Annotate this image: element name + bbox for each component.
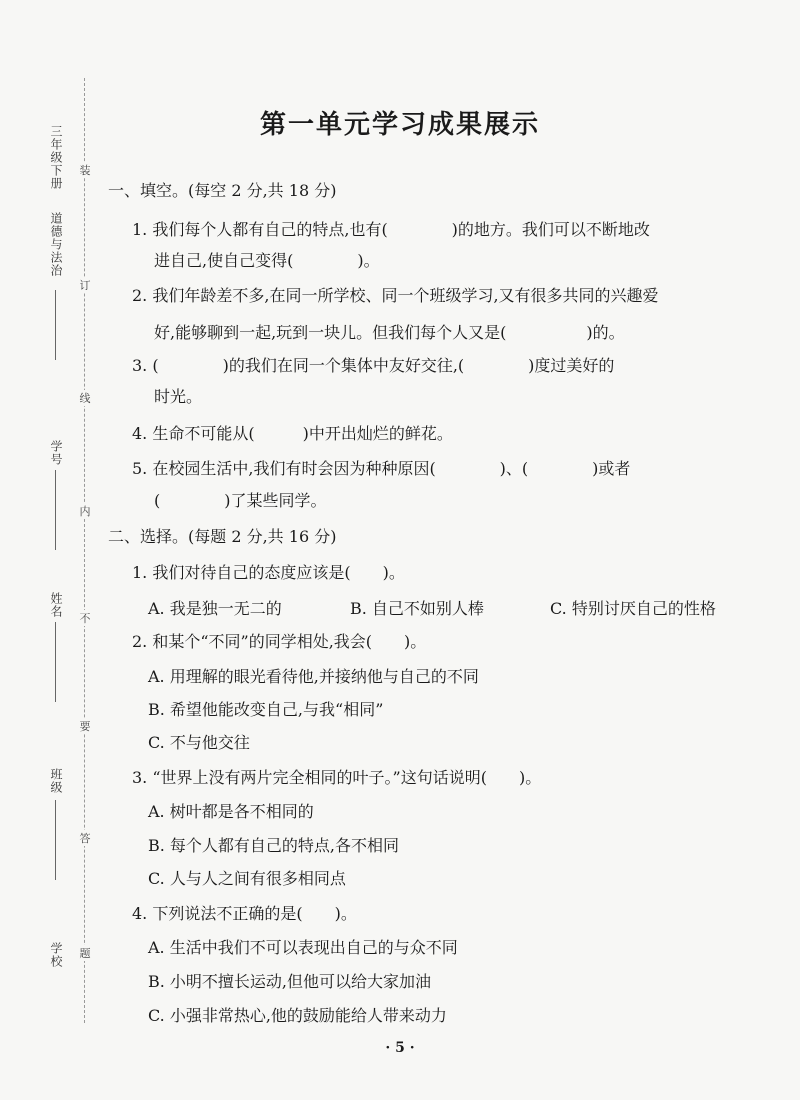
option: A. 生活中我们不可以表现出自己的与众不同 (148, 938, 458, 957)
name-label: 姓名 (49, 592, 63, 618)
option: A. 我是独一无二的 (148, 599, 282, 618)
section-heading: 二、选择。(每题 2 分,共 16 分) (108, 527, 337, 546)
option: B. 小明不擅长运动,但他可以给大家加油 (148, 972, 432, 991)
fill-blank-line: 时光。 (154, 387, 203, 406)
page-title: 第一单元学习成果展示 (259, 110, 540, 140)
question-stem: 2. 和某个“不同”的同学相处,我会( )。 (132, 632, 427, 651)
question-stem: 3. “世界上没有两片完全相同的叶子。”这句话说明( )。 (132, 768, 542, 787)
option: C. 人与人之间有很多相同点 (148, 869, 346, 888)
course-blank-line (55, 290, 56, 360)
binding-char: 订 (77, 277, 93, 293)
binding-char: 线 (77, 390, 93, 406)
question-stem: 1. 我们对待自己的态度应该是( )。 (132, 563, 405, 582)
binding-char: 不 (77, 610, 93, 626)
student-id-label: 学号 (49, 440, 63, 466)
binding-char: 装 (77, 162, 93, 178)
course-label: 道德与法治 (49, 212, 63, 277)
fill-blank-line: 3. ( )的我们在同一个集体中友好交往,( )度过美好的 (132, 356, 615, 375)
fill-blank-line: 5. 在校园生活中,我们有时会因为种种原因( )、( )或者 (132, 459, 631, 478)
option: B. 每个人都有自己的特点,各不相同 (148, 836, 400, 855)
fill-blank-line: 好,能够聊到一起,玩到一块儿。但我们每个人又是( )的。 (154, 323, 625, 342)
option: C. 特别讨厌自己的性格 (550, 599, 716, 618)
fill-blank-line: ( )了某些同学。 (154, 491, 327, 510)
page-number: · 5 · (385, 1040, 415, 1056)
option: B. 自己不如别人棒 (350, 599, 484, 618)
name-blank-line (55, 622, 56, 702)
option: C. 不与他交往 (148, 733, 250, 752)
fill-blank-line: 4. 生命不可能从( )中开出灿烂的鲜花。 (132, 424, 453, 443)
option: A. 树叶都是各不相同的 (148, 802, 314, 821)
binding-char: 内 (77, 503, 93, 519)
option: B. 希望他能改变自己,与我“相同” (148, 700, 384, 719)
student-id-blank-line (55, 470, 56, 550)
binding-char: 题 (77, 945, 93, 961)
grade-subject-label: 三年级下册 (49, 125, 63, 190)
section-heading: 一、填空。(每空 2 分,共 18 分) (108, 181, 337, 200)
class-blank-line (55, 800, 56, 880)
fill-blank-line: 进自己,使自己变得( )。 (154, 251, 380, 270)
binding-dashed-line (84, 78, 85, 1023)
option: A. 用理解的眼光看待他,并接纳他与自己的不同 (148, 667, 479, 686)
binding-char: 要 (77, 718, 93, 734)
school-label: 学校 (49, 942, 63, 968)
fill-blank-line: 1. 我们每个人都有自己的特点,也有( )的地方。我们可以不断地改 (132, 220, 650, 239)
option: C. 小强非常热心,他的鼓励能给人带来动力 (148, 1006, 447, 1025)
binding-margin (0, 0, 110, 1100)
fill-blank-line: 2. 我们年龄差不多,在同一所学校、同一个班级学习,又有很多共同的兴趣爱 (132, 286, 659, 305)
binding-char: 答 (77, 830, 93, 846)
question-stem: 4. 下列说法不正确的是( )。 (132, 904, 357, 923)
class-label: 班级 (49, 768, 63, 794)
